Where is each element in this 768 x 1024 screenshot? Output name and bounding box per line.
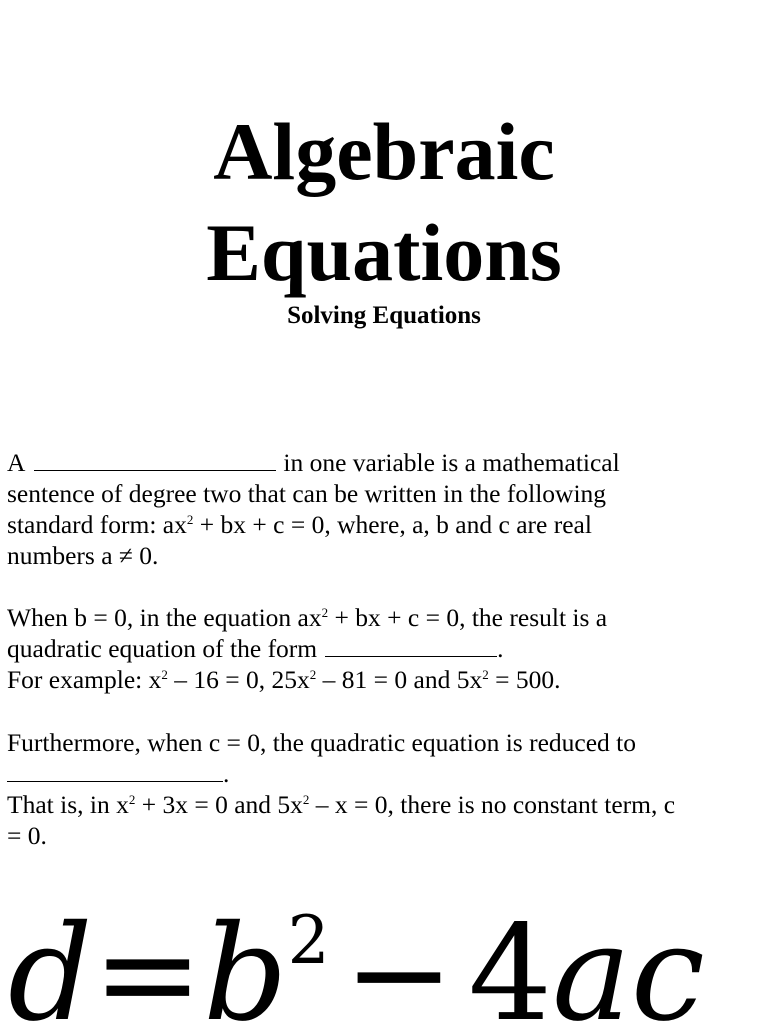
text-fragment: – 81 = 0 and 5x — [316, 665, 483, 694]
paragraph-b-zero — [7, 602, 765, 695]
title-line-1: Algebraic — [213, 106, 555, 197]
text-fragment: + bx + c = 0, the result is a — [328, 603, 608, 632]
paragraph-line — [7, 789, 765, 820]
superscript: 2 — [321, 605, 329, 620]
formula-var-b: b — [203, 897, 288, 1024]
title-line-2: Equations — [206, 207, 562, 298]
formula-var-d: d — [8, 897, 93, 1024]
formula-exponent: 2 — [287, 902, 330, 979]
superscript: 2 — [482, 667, 489, 682]
text-fragment: quadratic equation of the form — [7, 634, 318, 663]
text-fragment: When b = 0, in the equation ax — [7, 603, 322, 632]
paragraph-line — [7, 602, 765, 633]
text-fragment: + bx + c = 0, where, a, b and c are real — [193, 510, 592, 539]
paragraph-line — [7, 664, 765, 695]
text-fragment: = 500. — [488, 665, 561, 694]
paragraph-c-zero — [7, 727, 765, 851]
paragraph-definition — [7, 447, 765, 571]
paragraph-line: = 0. — [7, 821, 47, 850]
paragraph-line — [7, 633, 765, 664]
text-fragment: – x = 0, there is no constant term, c — [309, 790, 676, 819]
paragraph-line: numbers a ≠ 0. — [7, 541, 159, 570]
text-fragment: standard form: ax — [7, 510, 187, 539]
formula-equals: = — [92, 897, 204, 1024]
superscript: 2 — [128, 792, 136, 807]
superscript: 2 — [302, 792, 310, 807]
text-fragment: For example: x — [7, 665, 162, 694]
paragraph-line — [7, 509, 765, 540]
formula-minus: − — [343, 897, 455, 1024]
text-fragment: + 3x = 0 and 5x — [135, 790, 303, 819]
text-fragment: in one variable is a mathematical — [283, 448, 620, 477]
superscript: 2 — [309, 667, 317, 682]
fill-in-blank — [34, 450, 276, 471]
paragraph-line: Furthermore, when c = 0, the quadratic equation is reduced to — [7, 728, 637, 757]
fill-in-blank — [7, 761, 223, 782]
paragraph-line — [7, 447, 765, 478]
fill-in-blank — [325, 636, 497, 657]
text-fragment: . — [223, 759, 230, 788]
paragraph-line — [7, 758, 765, 789]
text-fragment: – 16 = 0, 25x — [167, 665, 310, 694]
paragraph-line: sentence of degree two that can be written in the following — [7, 479, 607, 508]
superscript: 2 — [161, 667, 168, 682]
text-fragment: That is, in x — [7, 790, 129, 819]
subtitle: Solving Equations — [287, 302, 481, 329]
text-fragment: . — [497, 634, 504, 663]
superscript: 2 — [186, 512, 194, 527]
discriminant-formula — [8, 897, 768, 1024]
formula-var-ac: ac — [552, 897, 705, 1024]
text-fragment: A — [7, 448, 25, 477]
formula-coefficient: 4 — [468, 897, 553, 1024]
